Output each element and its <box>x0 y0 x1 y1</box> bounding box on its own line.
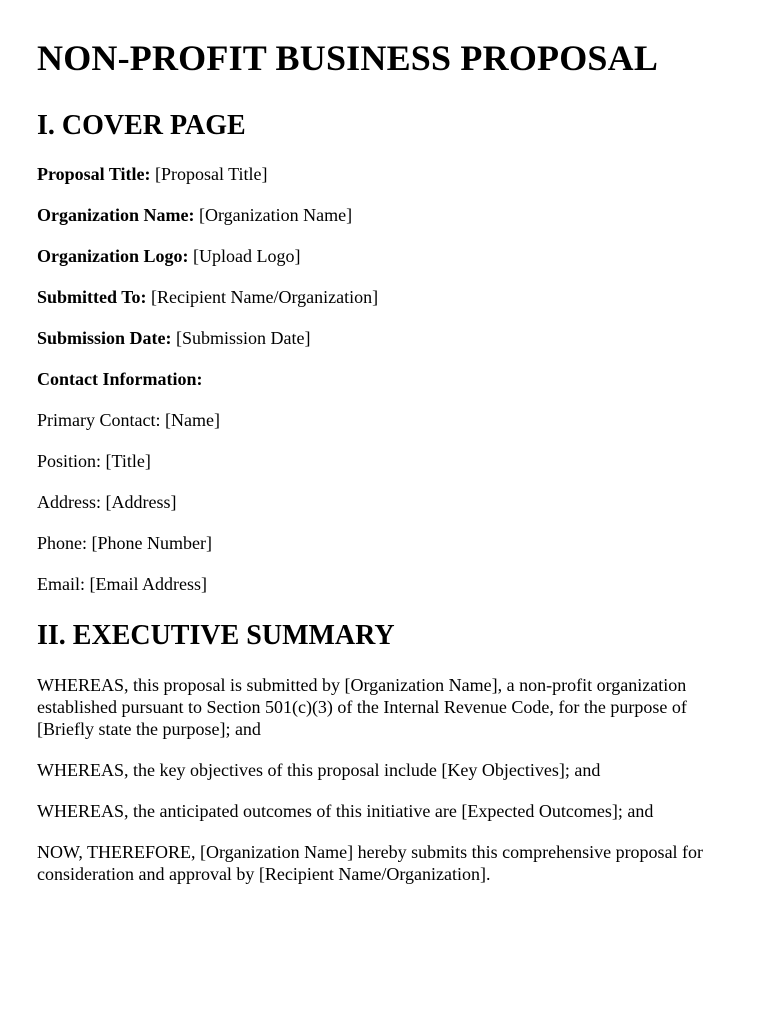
submitted-to-field <box>37 286 770 308</box>
field-label: Contact Information: <box>37 369 203 389</box>
now-therefore-paragraph: NOW, THEREFORE, [Organization Name] hereby submits this comprehensive proposal for consideration and approval by [Recipient Name/Organization]. <box>37 842 704 884</box>
field-value: [Proposal Title] <box>150 164 268 184</box>
field-label: Organization Logo: <box>37 246 189 266</box>
contact-information-field <box>37 368 770 390</box>
proposal-title-field <box>37 163 770 185</box>
organization-name-field <box>37 204 770 226</box>
field-value: [Upload Logo] <box>188 246 301 266</box>
field-label: Organization Name: <box>37 205 195 225</box>
whereas-outcomes-paragraph: WHEREAS, the anticipated outcomes of this initiative are [Expected Outcomes]; and <box>37 801 654 821</box>
phone-line: Phone: [Phone Number] <box>37 533 212 553</box>
primary-contact-line: Primary Contact: [Name] <box>37 410 220 430</box>
submission-date-field <box>37 327 770 349</box>
field-label: Submitted To: <box>37 287 147 307</box>
address-line: Address: [Address] <box>37 492 177 512</box>
whereas-purpose-paragraph: WHEREAS, this proposal is submitted by [Organization Name], a non-profit organization established pursuant to Section 501(c)(3) of the Internal Revenue Code, for the purpose of [Briefly state the purpose]; and <box>37 675 687 739</box>
position-line: Position: [Title] <box>37 451 151 471</box>
executive-summary-heading: II. EXECUTIVE SUMMARY <box>37 620 395 651</box>
whereas-objectives-paragraph: WHEREAS, the key objectives of this proposal include [Key Objectives]; and <box>37 760 601 780</box>
field-label: Proposal Title: <box>37 164 151 184</box>
field-value: [Organization Name] <box>194 205 353 225</box>
cover-page-heading: I. COVER PAGE <box>37 110 246 141</box>
organization-logo-field <box>37 245 770 267</box>
document-title: NON-PROFIT BUSINESS PROPOSAL <box>37 38 659 78</box>
field-label: Submission Date: <box>37 328 172 348</box>
field-value: [Recipient Name/Organization] <box>146 287 379 307</box>
field-value: [Submission Date] <box>171 328 311 348</box>
email-line: Email: [Email Address] <box>37 574 207 594</box>
